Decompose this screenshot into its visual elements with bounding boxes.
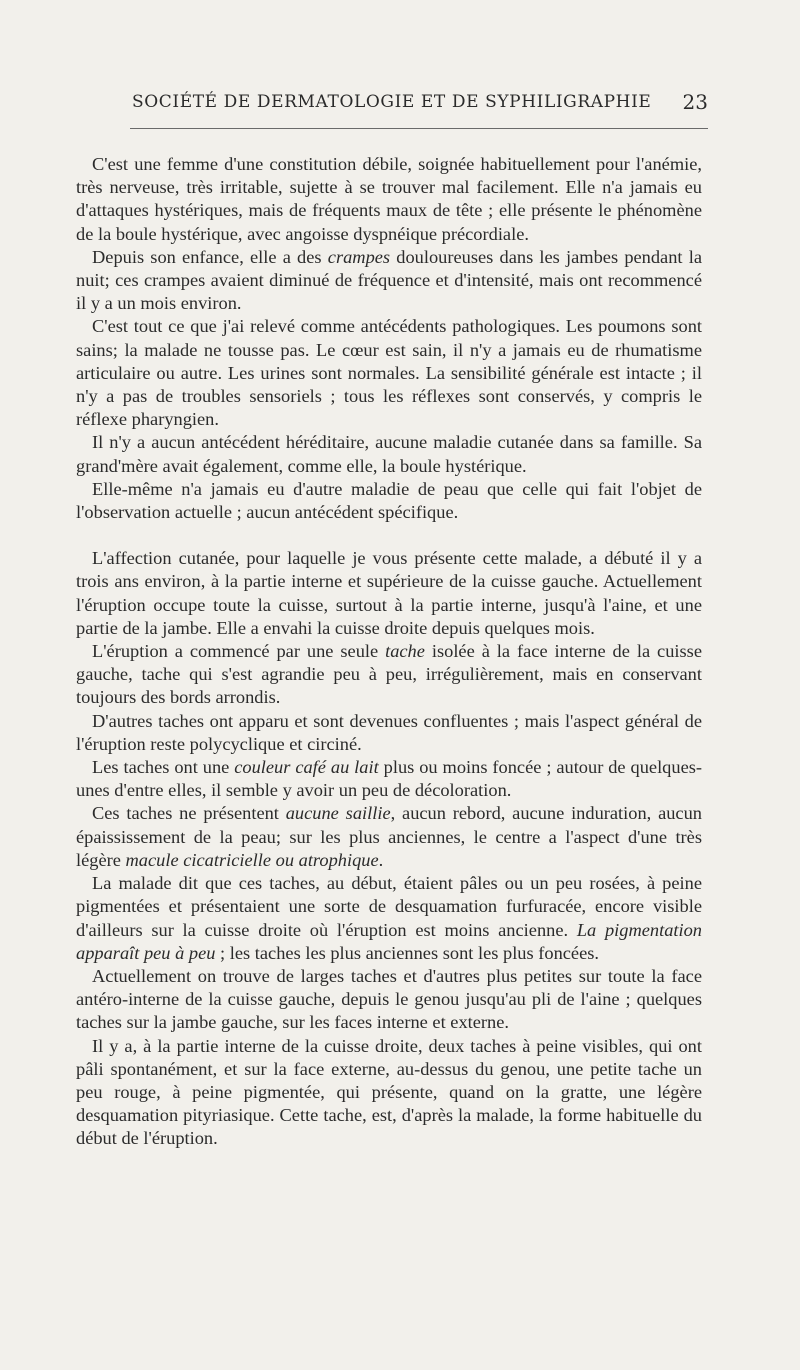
italic-text: tache <box>385 641 425 662</box>
header-rule <box>130 128 708 129</box>
italic-text: macule cicatricielle ou atrophique <box>125 849 379 870</box>
paragraph <box>76 965 702 1035</box>
running-title: SOCIÉTÉ DE DERMATOLOGIE ET DE SYPHILIGRAPHIE <box>132 92 652 112</box>
text-run: La malade dit que ces taches, au début, étaient pâles ou un peu rosées, à peine pigmentées et présentaient une sorte de desquamation furfuracée, encore visible d'ailleurs sur la cuisse droite où l'éruption est moins ancienne. <box>76 873 702 940</box>
text-run: L'affection cutanée, pour laquelle je vous présente cette malade, a débuté il y a trois ans environ, à la partie interne et supérieure de la cuisse gauche. Actuellement l'éruption occupe toute la cuisse, surtout à la partie interne, jusqu'à l'aine, et une partie de la jambe. Elle a envahi la cuisse droite depuis quelques mois. <box>76 548 702 638</box>
paragraph <box>76 872 702 965</box>
paragraph <box>76 710 702 756</box>
italic-text: couleur café au lait <box>234 757 379 778</box>
text-run: Elle-même n'a jamais eu d'autre maladie de peau que celle qui fait l'objet de l'observation actuelle ; aucun antécédent spécifique. <box>76 478 702 523</box>
running-header <box>132 92 708 122</box>
body-text <box>76 153 702 1151</box>
paragraph <box>76 802 702 872</box>
text-run: , aucun rebord, aucune induration, aucun épaississement de la peau; sur les plus anciennes, le centre a l'aspect d'une très légère <box>76 803 702 870</box>
text-run: Il y a, à la partie interne de la cuisse droite, deux taches à peine visibles, qui ont pâli spontanément, et sur la face externe, au-dessus du genou, une petite tache un peu rouge, à peine pigmentée, qui présente, quand on la gratte, une légère desquamation pityriasique. Cette tache, est, d'après la malade, la forme habituelle du début de l'éruption. <box>76 1035 702 1149</box>
paragraph <box>76 246 702 316</box>
paragraph <box>76 640 702 710</box>
text-run: . <box>378 849 384 870</box>
text-run: C'est une femme d'une constitution débile, soignée habituellement pour l'anémie, très nerveuse, très irritable, sujette à se trouver mal facilement. Elle n'a jamais eu d'attaques hystériques, mais de fréquents maux de tête ; elle présente le phénomène de la boule hystérique, avec angoisse dyspnéique précordiale. <box>76 154 702 244</box>
paragraph <box>76 547 702 640</box>
text-run: D'autres taches ont apparu et sont devenues confluentes ; mais l'aspect général de l'éruption reste polycyclique et circiné. <box>76 710 702 754</box>
italic-text: aucune saillie <box>285 803 391 824</box>
text-run: L'éruption a commencé par une seule <box>92 641 386 662</box>
text-run: ; les taches les plus anciennes sont les plus foncées. <box>215 942 600 963</box>
paragraph <box>76 756 702 802</box>
paragraph <box>76 315 702 431</box>
text-run: douloureuses dans les jambes pendant la nuit; ces crampes avaient diminué de fréquence et d'intensité, mais ont recommencé il y a un mois environ. <box>76 246 702 314</box>
italic-text: La pigmentation apparaît peu à peu <box>76 919 703 963</box>
paragraph <box>76 1035 702 1151</box>
italic-text: crampes <box>327 246 391 267</box>
page-number: 23 <box>682 90 708 114</box>
text-run: Il n'y a aucun antécédent héréditaire, aucune maladie cutanée dans sa famille. Sa grand'mère avait également, comme elle, la boule hystérique. <box>76 432 702 476</box>
text-run: Depuis son enfance, elle a des <box>92 246 328 267</box>
text-run: Ces taches ne présentent <box>92 803 286 824</box>
paragraph <box>76 478 702 524</box>
text-run: C'est tout ce que j'ai relevé comme antécédents pathologiques. Les poumons sont sains; la malade ne tousse pas. Le cœur est sain, il n'y a jamais eu de rhumatisme articulaire ou autre. Les urines sont normales. La sensibilité générale est intacte ; il n'y a pas de troubles sensoriels ; tous les réflexes sont conservés, y compris le réflexe pharyngien. <box>76 316 702 430</box>
text-run: Les taches ont une <box>92 757 235 778</box>
text-run: Actuellement on trouve de larges taches et d'autres plus petites sur toute la face antéro-interne de la cuisse gauche, depuis le genou jusqu'au pli de l'aine ; quelques taches sur la jambe gauche, sur les faces interne et externe. <box>76 965 702 1033</box>
paragraph <box>76 153 702 246</box>
text-run: plus ou moins foncée ; autour de quelques-unes d'entre elles, il semble y avoir un peu de décoloration. <box>76 757 703 801</box>
paragraph <box>76 431 702 477</box>
text-run: isolée à la face interne de la cuisse gauche, tache qui s'est agrandie peu à peu, irrégulièrement, mais en conservant toujours des bords arrondis. <box>76 641 702 708</box>
